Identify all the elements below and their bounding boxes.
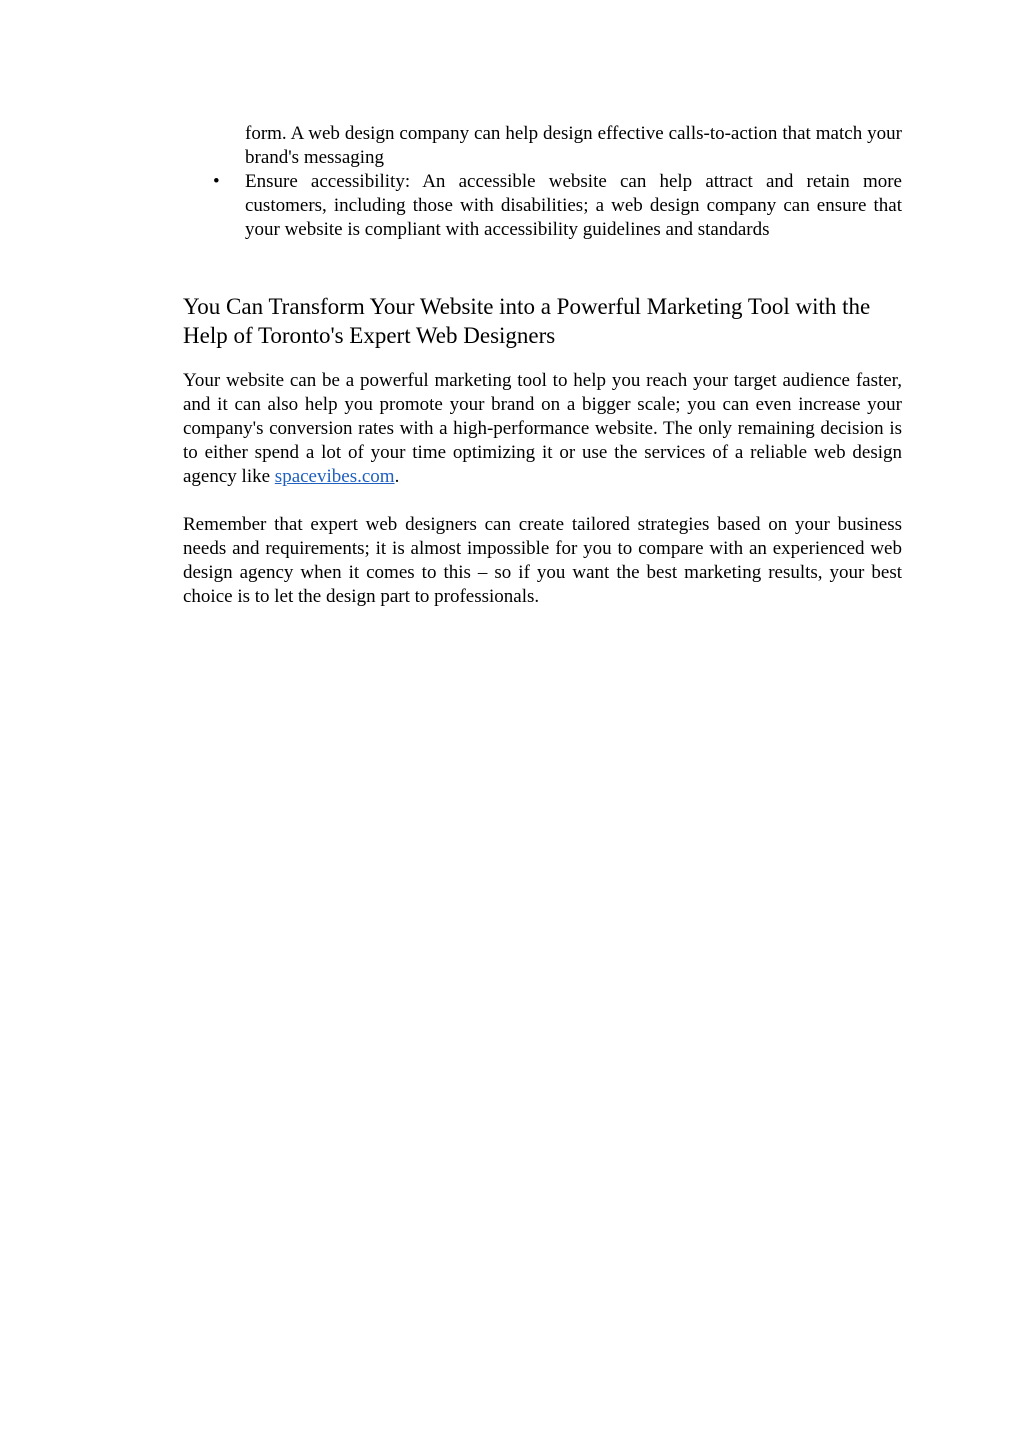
list-item-text: Ensure accessibility: An accessible website can help attract and retain more customers, including those with disabilities; a web design company can ensure that your website is compliant with accessibility guidelines and standards xyxy=(245,171,902,240)
section-heading: You Can Transform Your Website into a Powerful Marketing Tool with the Help of Toronto's Expert Web Designers xyxy=(183,294,871,348)
list-item xyxy=(183,122,902,170)
paragraph-text-end: . xyxy=(394,466,400,487)
list-item-text: form. A web design company can help design effective calls-to-action that match your brand's messaging xyxy=(245,123,902,168)
bullet-marker: • xyxy=(213,171,220,192)
spacevibes-link[interactable]: spacevibes.com xyxy=(274,466,395,487)
body-paragraph: Remember that expert web designers can create tailored strategies based on your business needs and requirements; it is almost impossible for you to compare with an experienced web design agency when it comes to this – so if you want the best marketing results, your best choice is to let the design part to professionals. xyxy=(183,514,902,607)
page-content xyxy=(183,122,902,609)
list-item xyxy=(183,170,902,242)
paragraph-text: Your website can be a powerful marketing tool to help you reach your target audience faster, and it can also help you promote your brand on a bigger scale; you can even increase your company's conversion rates with a high-performance website. The only remaining decision is to either spend a lot of your time optimizing it or use the services of a reliable web design agency like xyxy=(183,370,902,487)
bullet-list xyxy=(183,122,902,242)
body-paragraph xyxy=(183,369,902,489)
